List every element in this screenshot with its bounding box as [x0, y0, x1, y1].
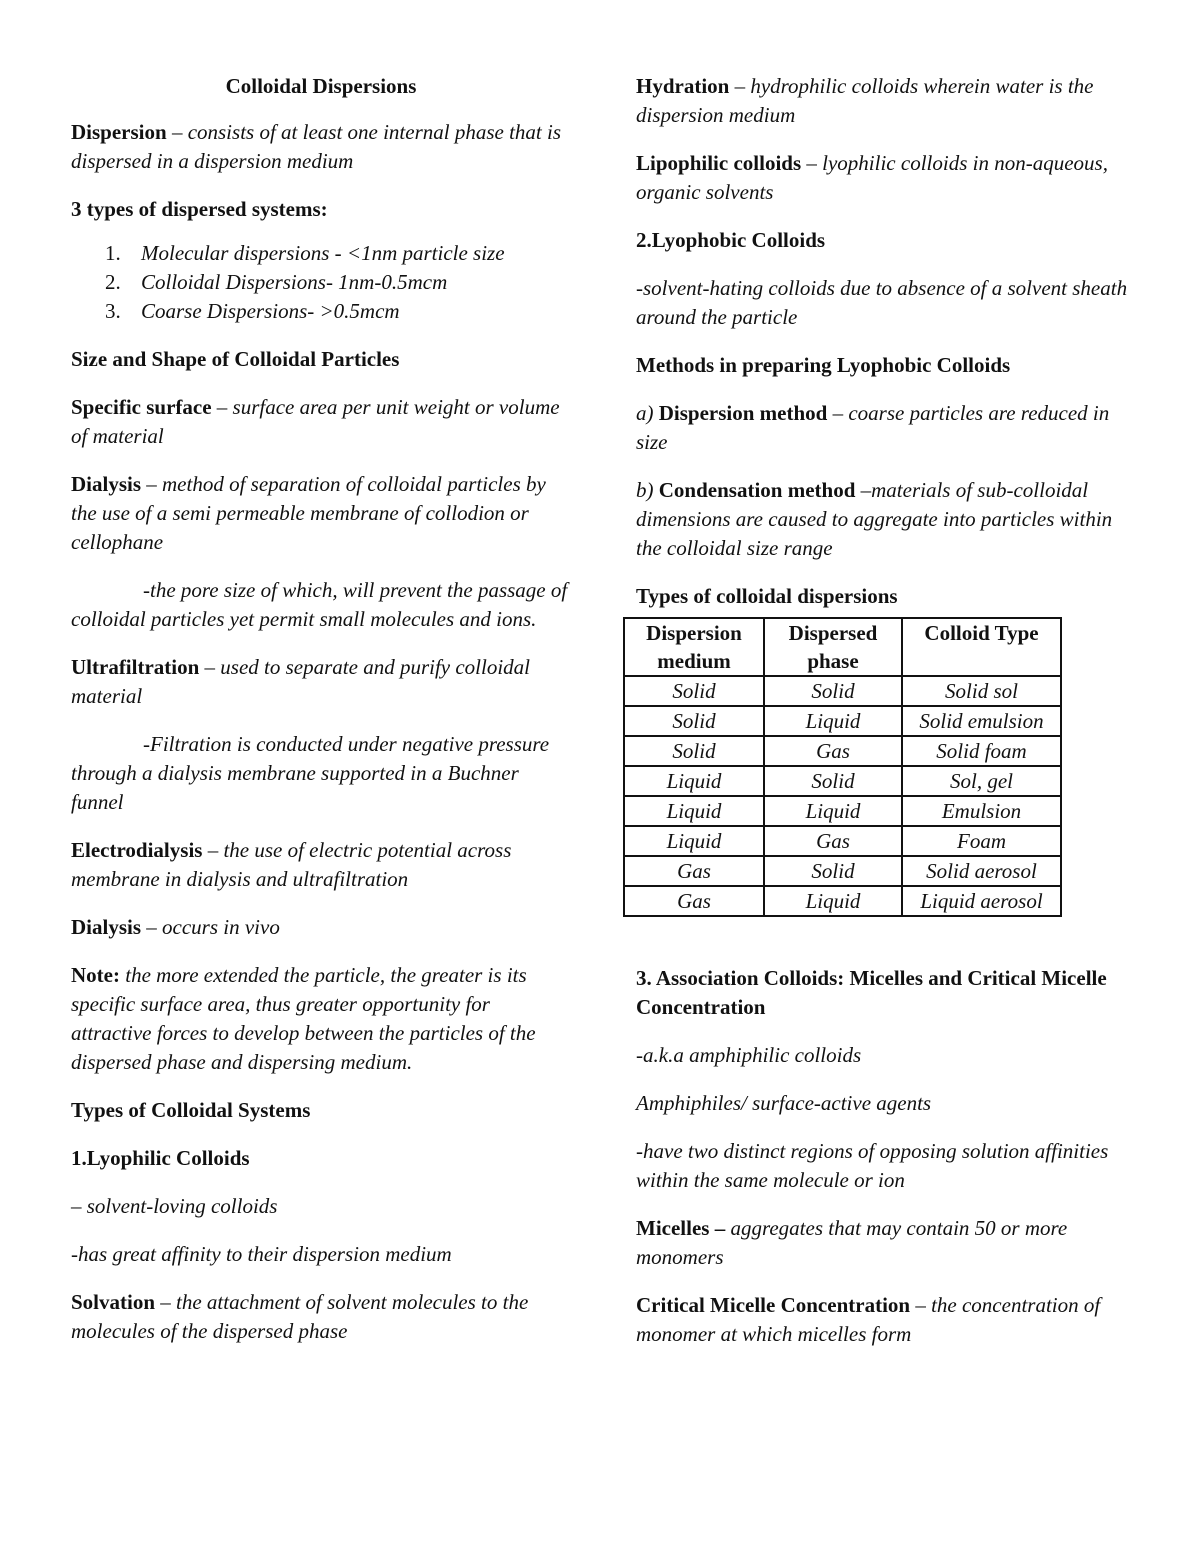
note-paragraph	[71, 961, 571, 1077]
table-row	[624, 676, 1061, 706]
definition: -a.k.a amphiphilic colloids	[636, 1043, 862, 1067]
prefix: b)	[636, 478, 654, 502]
term: Hydration	[636, 74, 730, 98]
table-cell: Liquid	[764, 706, 902, 736]
ultrafiltration-note	[71, 730, 571, 817]
heading-text: 1.Lyophilic Colloids	[71, 1146, 250, 1170]
term: Specific surface	[71, 395, 212, 419]
table-cell: Sol, gel	[902, 766, 1061, 796]
definition: – lyophilic colloids in non-aqueous, organic solvents	[636, 151, 1108, 204]
term: Dialysis	[71, 915, 142, 939]
table-header-row	[624, 618, 1061, 676]
lipophilic-definition	[636, 149, 1136, 207]
term: Dispersion method	[658, 401, 828, 425]
cmc-definition	[636, 1291, 1136, 1349]
definition: – used to separate and purify colloidal material	[71, 655, 531, 708]
list-number: 3.	[105, 299, 121, 323]
lyophilic-definition	[71, 1192, 571, 1221]
term: Condensation method	[658, 478, 856, 502]
dialysis-definition	[71, 470, 571, 557]
list-item	[71, 297, 571, 326]
note-text: -Filtration is conducted under negative pressure through a dialysis membrane supported in a Buchner funnel	[71, 732, 550, 814]
regions-text	[636, 1137, 1136, 1195]
dispersion-method	[636, 399, 1136, 457]
table-cell: Solid foam	[902, 736, 1061, 766]
table-cell: Gas	[624, 886, 764, 916]
left-column	[71, 72, 571, 1365]
table-row	[624, 766, 1061, 796]
lyophilic-affinity	[71, 1240, 571, 1269]
table-cell: Gas	[764, 736, 902, 766]
term: Micelles –	[636, 1216, 726, 1240]
size-heading	[71, 345, 571, 374]
table-row	[624, 706, 1061, 736]
colloid-types-table	[623, 617, 1062, 917]
list-text: Colloidal Dispersions- 1nm-0.5mcm	[141, 270, 448, 294]
table-cell: Liquid	[624, 766, 764, 796]
table-cell: Gas	[764, 826, 902, 856]
ultrafiltration-definition	[71, 653, 571, 711]
prefix: a)	[636, 401, 654, 425]
table-cell: Emulsion	[902, 796, 1061, 826]
table-cell: Solid	[624, 736, 764, 766]
heading-text: Methods in preparing Lyophobic Colloids	[636, 353, 1011, 377]
amphiphiles-text	[636, 1089, 1136, 1118]
dialysis-in-vivo	[71, 913, 571, 942]
systems-heading	[71, 1096, 571, 1125]
table-row	[624, 856, 1061, 886]
definition: – method of separation of colloidal particles by the use of a semi permeable membrane of collodion or cellophane	[71, 472, 546, 554]
term: Electrodialysis	[71, 838, 203, 862]
table-cell: Liquid	[624, 796, 764, 826]
term: Ultrafiltration	[71, 655, 200, 679]
table-cell: Liquid	[764, 796, 902, 826]
heading-text: Types of Colloidal Systems	[71, 1098, 311, 1122]
lyophobic-heading	[636, 226, 1136, 255]
table-row	[624, 826, 1061, 856]
definition: – occurs in vivo	[141, 915, 280, 939]
spacer	[636, 917, 1136, 964]
solvation-definition	[71, 1288, 571, 1346]
lyophilic-heading	[71, 1144, 571, 1173]
table-cell: Solid aerosol	[902, 856, 1061, 886]
table-cell: Solid	[764, 676, 902, 706]
definition: – surface area per unit weight or volume of material	[71, 395, 560, 448]
specific-surface-definition	[71, 393, 571, 451]
term: Note:	[71, 963, 120, 987]
association-heading	[636, 964, 1136, 1022]
definition: aggregates that may contain 50 or more monomers	[636, 1216, 1068, 1269]
heading-text: 2.Lyophobic Colloids	[636, 228, 826, 252]
page-title: Colloidal Dispersions	[225, 74, 417, 98]
list-item	[71, 268, 571, 297]
lyophobic-definition	[636, 274, 1136, 332]
term: Solvation	[71, 1290, 156, 1314]
table-cell: Solid	[764, 856, 902, 886]
table-cell: Foam	[902, 826, 1061, 856]
table-cell: Solid	[624, 676, 764, 706]
list-number: 2.	[105, 270, 121, 294]
table-cell: Solid	[624, 706, 764, 736]
list-item	[71, 239, 571, 268]
electrodialysis-definition	[71, 836, 571, 894]
definition: – consists of at least one internal phase that is dispersed in a dispersion medium	[71, 120, 562, 173]
definition: – coarse particles are reduced in size	[636, 401, 1110, 454]
definition: – the use of electric potential across membrane in dialysis and ultrafiltration	[71, 838, 512, 891]
definition: Amphiphiles/ surface-active agents	[636, 1091, 932, 1115]
aka-text	[636, 1041, 1136, 1070]
table-cell: Gas	[624, 856, 764, 886]
dialysis-note	[71, 576, 571, 634]
table-row	[624, 796, 1061, 826]
term: Lipophilic colloids	[636, 151, 802, 175]
term: Dialysis	[71, 472, 142, 496]
definition: – the concentration of monomer at which micelles form	[636, 1293, 1101, 1346]
list-number: 1.	[105, 241, 121, 265]
list-text: Molecular dispersions - <1nm particle size	[141, 241, 505, 265]
condensation-method	[636, 476, 1136, 563]
heading-text: Types of colloidal dispersions	[636, 584, 898, 608]
methods-heading	[636, 351, 1136, 380]
definition: –materials of sub-colloidal dimensions are caused to aggregate into particles within the colloidal size range	[636, 478, 1113, 560]
hydration-definition	[636, 72, 1136, 130]
table-cell: Liquid aerosol	[902, 886, 1061, 916]
table-cell: Liquid	[624, 826, 764, 856]
definition: -has great affinity to their dispersion medium	[71, 1242, 452, 1266]
types-heading	[71, 195, 571, 224]
definition: the more extended the particle, the greater is its specific surface area, thus greater opportunity for attractive forces to develop between the particles of the dispersed phase and dispersing medium.	[71, 963, 536, 1074]
heading-text: 3. Association Colloids: Micelles and Critical Micelle Concentration	[636, 966, 1107, 1019]
micelles-definition	[636, 1214, 1136, 1272]
term: Critical Micelle Concentration	[636, 1293, 911, 1317]
table-heading	[636, 582, 1136, 611]
definition: – solvent-loving colloids	[71, 1194, 278, 1218]
heading-text: Size and Shape of Colloidal Particles	[71, 347, 400, 371]
definition: -solvent-hating colloids due to absence of a solvent sheath around the particle	[636, 276, 1128, 329]
table-row	[624, 736, 1061, 766]
types-list	[71, 239, 571, 326]
column-header: Dispersed phase	[764, 618, 902, 676]
dispersion-definition	[71, 118, 571, 176]
definition: -have two distinct regions of opposing solution affinities within the same molecule or ion	[636, 1139, 1109, 1192]
column-header: Colloid Type	[902, 618, 1061, 676]
definition: – hydrophilic colloids wherein water is the dispersion medium	[636, 74, 1094, 127]
note-text: -the pore size of which, will prevent the passage of colloidal particles yet permit small molecules and ions.	[71, 578, 568, 631]
table-row	[624, 886, 1061, 916]
table-cell: Solid	[764, 766, 902, 796]
table-cell: Liquid	[764, 886, 902, 916]
term: Dispersion	[71, 120, 167, 144]
right-column	[636, 72, 1136, 1368]
list-text: Coarse Dispersions- >0.5mcm	[141, 299, 400, 323]
definition: – the attachment of solvent molecules to the molecules of the dispersed phase	[71, 1290, 529, 1343]
table-cell: Solid sol	[902, 676, 1061, 706]
table-cell: Solid emulsion	[902, 706, 1061, 736]
column-header: Dispersion medium	[624, 618, 764, 676]
heading-text: 3 types of dispersed systems:	[71, 197, 328, 221]
